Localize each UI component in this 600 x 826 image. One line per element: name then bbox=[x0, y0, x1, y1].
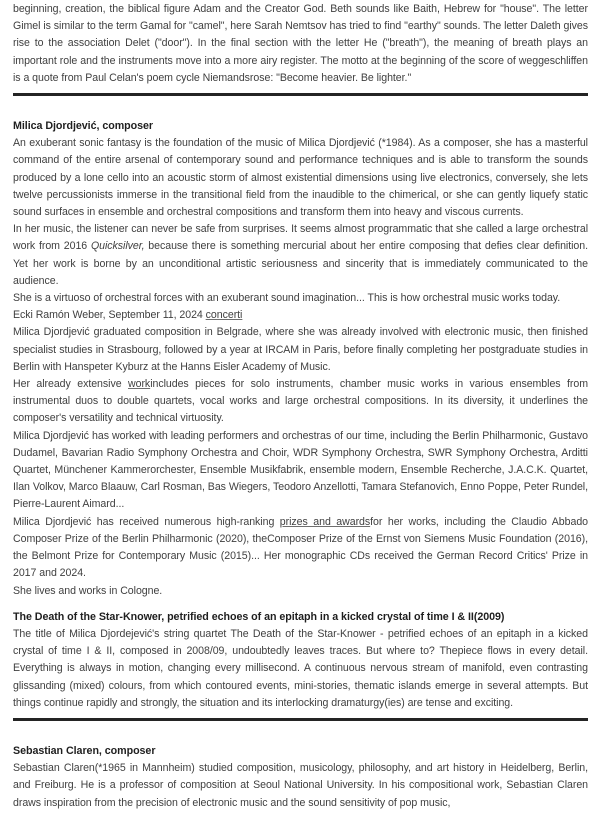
text-segment: beginning, creation, the biblical figure Adam and the Creator God. Beth sounds like Baith, Hebrew for "house". The letter Gimel is similar to the term Gamal for "camel", here Sarah Nemtsov has tried to find "earthy" sounds. The letter Daleth gives rise to the association Delet ("door"). In the final section with the letter He ("breath"), the meaning of breath plays an important role and the instruments move into a more airy register. The motto at the beginning of the score of weggeschliffen is a quote from Paul Celan's poem cycle Niemandsrose: "Become heavier. Be lighter." bbox=[13, 3, 588, 84]
lead-paragraph bbox=[13, 1, 588, 87]
text-segment: Milica Djordjević has worked with leading performers and orchestras of our time, including the Berlin Philharmonic, Gustavo Dudamel, Bavarian Radio Symphony Orchestra and Choir, WDR Symphony Orchestra, SWR Symphony Orchestra, Arditti Quartet, Münchener Kammerorchester, Ensemble Musikfabrik, ensemble modern, Ensemble Recherche, J.A.C.K. Quartet, Ilan Volkov, Marco Blaauw, Carl Rosman, Bas Wiegers, Teodoro Anzellotti, Tamara Stefanovich, Enno Poppe, Peter Rundel, Pierre-Laurent Aimard... bbox=[13, 429, 588, 511]
concerti-link[interactable]: concerti bbox=[205, 309, 243, 322]
section-divider bbox=[13, 93, 588, 96]
text-segment: She lives and works in Cologne. bbox=[13, 584, 163, 597]
milica-education-paragraph bbox=[13, 324, 588, 376]
text-segment: includes pieces for solo instruments, chamber music works in various ensembles from instrumental duos to double quartets, vocal works and large orchestral compositions. In its diversity, it underlines the composer's versatility and technical virtuosity. bbox=[13, 378, 588, 425]
text-segment: for her works, including the Claudio Abbado Composer Prize of the Berlin Philharmonic (2020), theComposer Prize of the Ernst von Siemens Music Foundation (2016), the Belmont Prize for Contemporary Music (2015)... Her monographic CDs received the German Record Critics' Prize in 2017 and 2024. bbox=[13, 515, 589, 580]
milica-collaborations-paragraph bbox=[13, 428, 588, 514]
milica-work-paragraph bbox=[13, 376, 588, 428]
star-knower-description-paragraph bbox=[13, 626, 588, 712]
text-segment: because there is something mercurial about her entire composing that defies clear definition. Yet her work is borne by an unconditional artistic seriousness and sincerity that is immediately communicated to the audience. bbox=[13, 240, 588, 287]
text-segment: Sebastian Claren(*1965 in Mannheim) studied composition, musicology, philosophy, and art history in Heidelberg, Berlin, and Freiburg. He is a professor of composition at Seoul National University. In his compositional work, Sebastian Claren draws inspiration from the precision of electronic music and the sound sensitivity of pop music, bbox=[13, 762, 588, 809]
work-heading-star-knower: The Death of the Star-Knower, petrified echoes of an epitaph in a kicked crystal of time I & II(2009) bbox=[13, 610, 505, 623]
composer-heading-sebastian: Sebastian Claren, composer bbox=[13, 744, 156, 757]
text-segment: Milica Djordjević has received numerous high-ranking bbox=[13, 515, 280, 528]
sebastian-bio-paragraph bbox=[13, 760, 588, 812]
text-segment: In her music, the listener can never be safe from surprises. It seems almost programmatic that she called a large orchestral work from 2016 bbox=[13, 223, 588, 253]
text-segment: Her already extensive bbox=[13, 378, 129, 391]
milica-residence-paragraph bbox=[13, 583, 588, 600]
text-segment: Milica Djordjević graduated composition in Belgrade, where she was already involved with electronic music, then finished specialist studies in Strasbourg, followed by a year at IRCAM in Paris, before finally completing her postgraduate studies in Berlin with Hanspeter Kyburz at the Hanns Eisler Academy of Music. bbox=[13, 326, 588, 373]
work-title-quicksilver: Quicksilver, bbox=[90, 240, 145, 253]
text-segment: Ecki Ramón Weber, September 11, 2024 bbox=[13, 309, 206, 322]
text-segment: The title of Milica Djordejević's string quartet The Death of the Star-Knower - petrified echoes of an epitaph in a kicked crystal of time I & II, composed in 2008/09, undoubtedly leaves traces. But where to? Thepiece flows in every detail. Everything is always in motion, changing every millisecond. A continuous nervous stream of manifold, even contrasting glissanding (mixed) colours, from which contoured events, mini-stories, thematic islands emerge in several attempts. But things continue rapidly and strongly, the situation and its interlocking dramaturgy(ies) are tense and exciting. bbox=[13, 627, 588, 709]
prizes-and-awards-link[interactable]: prizes and awards bbox=[279, 515, 371, 528]
composer-heading-milica: Milica Djordjević, composer bbox=[13, 120, 154, 133]
milica-bio-paragraph-2 bbox=[13, 221, 588, 290]
milica-prizes-paragraph bbox=[13, 514, 588, 583]
section-divider bbox=[13, 718, 588, 721]
quote-attribution-line bbox=[13, 307, 588, 324]
milica-bio-paragraph-1 bbox=[13, 135, 588, 221]
work-link[interactable]: work bbox=[128, 378, 151, 391]
text-segment: An exuberant sonic fantasy is the foundation of the music of Milica Djordjević (*1984). As a composer, she has a masterful command of the entire arsenal of contemporary sound and performance techniques and is able to transform the sounds produced by a lone cello into an acoustic storm of almost existential dimensions using live electronics, conversely, she lets twelve percussionists immerse in the transitional field from the inaudible to the chimerical, or she can gently liquefy static sound surfaces in ensemble and orchestral compositions and transform them into heavy and viscous currents. bbox=[13, 137, 588, 219]
text-segment: She is a virtuoso of orchestral forces with an exuberant sound imagination... This is how orchestral music works today. bbox=[13, 292, 561, 305]
milica-quote-paragraph bbox=[13, 290, 588, 307]
